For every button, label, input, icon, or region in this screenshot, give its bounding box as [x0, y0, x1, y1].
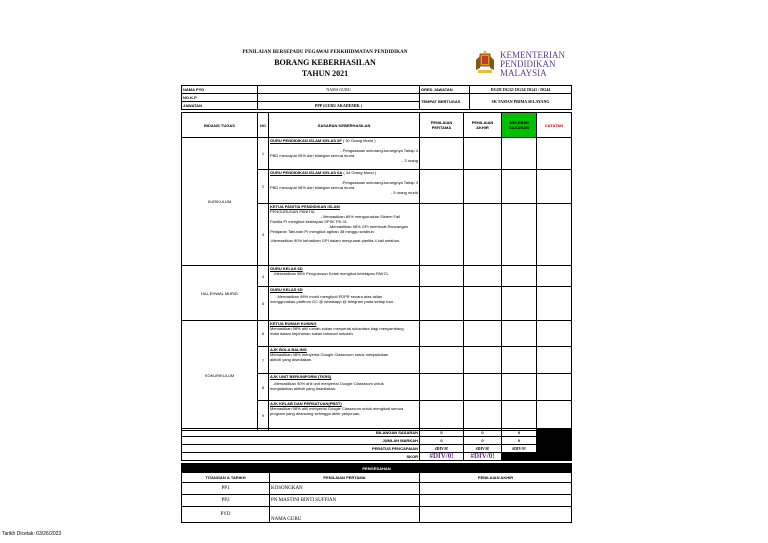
akhir-cell[interactable]: [464, 347, 502, 374]
catatan-cell[interactable]: [537, 401, 572, 431]
akhir-cell[interactable]: [464, 374, 502, 401]
row-line: -Penguasaan sekurang-kurangnya Tahap 3: [341, 180, 418, 185]
row-line: program yang dirancang sehingga akhir penjuruan.: [270, 411, 361, 416]
summary-filler: [537, 429, 572, 461]
akhir-cell[interactable]: [464, 401, 502, 431]
row-no: 3: [258, 204, 269, 266]
pertama-cell[interactable]: [420, 321, 464, 347]
row-line: mata dalam kejohanan sukan tahunan sekolah.: [270, 331, 354, 336]
row-title: GURU PENDIDIKAN ISLAM KELAS 6F: [270, 138, 342, 143]
pp2-value[interactable]: PN MASTINI BINTI SUFFIAN: [270, 495, 420, 507]
pertama-cell[interactable]: [420, 204, 464, 266]
row-no: 9: [258, 401, 269, 431]
peratus-label: PERATUS PENCAPAIAN: [182, 445, 420, 453]
peratus-value: #DIV/0!: [420, 445, 464, 453]
col-no: NO: [258, 113, 269, 138]
akhir-cell[interactable]: [464, 266, 502, 287]
row-line: PENGURUSAN PANITIA: [270, 209, 315, 214]
row-title: AJK BOLA BALING: [270, 347, 307, 352]
skor-value: #DIV/0!: [420, 453, 464, 461]
akhir-cell[interactable]: [464, 321, 502, 347]
row-line: - Memastikan 80% menguruskan Sistem Fail: [320, 214, 400, 219]
row-no: 8: [258, 374, 269, 401]
row-target: [269, 401, 420, 431]
catatan-cell[interactable]: [537, 321, 572, 347]
row-title: KETUA PANITIA PENDIDIKAN ISLAM: [270, 204, 340, 209]
row-target: [269, 204, 420, 266]
row-no: 2: [258, 170, 269, 204]
row-line: - Penguasaan sekurang-kurangnya Tahap 4: [340, 148, 418, 153]
akhir-cell[interactable]: [464, 204, 502, 266]
pertama-cell[interactable]: [420, 347, 464, 374]
pyd-value[interactable]: NAMA GURU: [270, 507, 420, 523]
row-target: [269, 138, 420, 170]
bidang-koko: KOKURIKULUM: [182, 321, 258, 431]
bidang-hem: HAL EHWAL MURID: [182, 266, 258, 321]
col-melebihi: MELEBIHI SASARAN: [502, 113, 537, 138]
melebihi-cell[interactable]: [502, 347, 537, 374]
melebihi-cell[interactable]: [502, 287, 537, 321]
bilangan-label: BILANGAN SASARAN: [182, 429, 420, 437]
row-title: AJK KELAB DAN PERSATUAN(PBST): [270, 401, 342, 406]
row-line: aktiviti yang disediakan.: [270, 357, 313, 362]
pertama-cell[interactable]: [420, 266, 464, 287]
row-target: [269, 374, 420, 401]
table-row: [182, 266, 572, 287]
row-title: GURU KELAS 6D: [270, 287, 303, 292]
nokp-value[interactable]: [258, 94, 420, 102]
melebihi-cell[interactable]: [502, 170, 537, 204]
pengesahan-title: PENGESAHAN: [182, 464, 572, 473]
row-line: Memastikan 98% ahli menyertai Google Classroom untuk mengikuti semua: [270, 406, 404, 411]
bilangan-value: 0: [420, 429, 464, 437]
row-line: -Memastikan 90% ahli unit menyertai Google Classroom untuk: [273, 381, 384, 386]
info-table: [181, 85, 572, 110]
pertama-cell[interactable]: [420, 374, 464, 401]
melebihi-cell[interactable]: [502, 204, 537, 266]
target-table: [181, 112, 572, 431]
catatan-cell[interactable]: [537, 204, 572, 266]
catatan-cell[interactable]: [537, 287, 572, 321]
role-pp1: PP1: [182, 483, 270, 495]
row-line: - Memastikan 98% murid mengikuti PDPR secara atas talian: [275, 294, 383, 299]
jumlah-label: JUMLAH MARKAH: [182, 437, 420, 445]
catatan-cell[interactable]: [537, 138, 572, 170]
print-date: Tarikh Dicetak: 03/26/2023: [2, 531, 62, 537]
row-target: [269, 266, 420, 287]
catatan-cell[interactable]: [537, 266, 572, 287]
tempat-value[interactable]: SK TAMAN PRIMA SELAYANG: [470, 94, 572, 110]
form-title: BORANG KEBERHASILAN: [274, 58, 376, 67]
col-sasaran: SASARAN KEBERHASILAN: [269, 113, 420, 138]
row-title-note: ( 30 Orang Murid ): [341, 138, 376, 143]
melebihi-cell[interactable]: [502, 138, 537, 170]
nama-label: NAMA PYD: [182, 86, 258, 94]
peratus-value: #DIV/0!: [464, 445, 502, 453]
akhir-cell[interactable]: [464, 287, 502, 321]
row-line: Panitia PI mengikut ketetapan SPSK PK.01.: [270, 219, 349, 224]
pp1-value[interactable]: KOSONGKAN: [270, 483, 420, 495]
row-title: GURU PENDIDIKAN ISLAM KELAS 6A: [270, 170, 343, 175]
bidang-kurikulum: KURIKULUM: [182, 138, 258, 266]
gred-value[interactable]: DG29/ DG32/ DG34/ DG41 / DG44: [470, 86, 572, 94]
row-target: [269, 321, 420, 347]
row-no: 5: [258, 287, 269, 321]
pertama-cell[interactable]: [420, 287, 464, 321]
pp1-akhir[interactable]: [420, 483, 572, 495]
col-pertama: PENILAIAN PERTAMA: [420, 113, 464, 138]
pengesahan-col-akhir: PENILAIAN AKHIR: [420, 473, 572, 483]
jawatan-label: JAWATAN: [182, 102, 258, 110]
col-catatan: CATATAN: [537, 113, 572, 138]
row-title-note: ( 34 Orang Murid ): [342, 170, 377, 175]
pp2-akhir[interactable]: [420, 495, 572, 507]
ministry-logo: [468, 48, 578, 80]
pertama-cell[interactable]: [420, 401, 464, 431]
row-line: -Memastikan 98% GPI membuat Rancangan: [328, 224, 408, 229]
row-no: 4: [258, 266, 269, 287]
form-header-line1: PENILAIAN BERSEPADU PEGAWAI PERKHIDMATAN PENDIDIKAN: [242, 50, 408, 55]
catatan-cell[interactable]: [537, 170, 572, 204]
row-target: [269, 170, 420, 204]
logo-text-3: MALAYSIA: [500, 68, 547, 78]
summary-table: [181, 428, 572, 461]
peratus-value: #DIV/0!: [502, 445, 537, 453]
nokp-label: NO.K.P: [182, 94, 258, 102]
form-year: TAHUN 2021: [301, 69, 349, 78]
table-row: [182, 321, 572, 347]
row-title: GURU KELAS 6D: [270, 266, 303, 271]
table-row: [182, 138, 572, 170]
pengesahan-col-pertama: PENILAIAN PERTAMA: [270, 473, 420, 483]
skor-filler: [502, 453, 537, 461]
role-pp2: PP2: [182, 495, 270, 507]
akhir-cell[interactable]: [464, 138, 502, 170]
bilangan-value: 0: [464, 429, 502, 437]
melebihi-cell[interactable]: [502, 266, 537, 287]
melebihi-cell[interactable]: [502, 321, 537, 347]
melebihi-cell[interactable]: [502, 401, 537, 431]
row-no: 6: [258, 321, 269, 347]
col-bidang: BIDANG TUGAS: [182, 113, 258, 138]
gred-label: GRED JAWATAN: [420, 86, 470, 94]
row-line: - 5 orang murid: [390, 190, 418, 195]
tempat-label: TEMPAT BERTUGAS: [420, 94, 470, 110]
row-title: AJK UNIT BERUNIFORM (TKRS): [270, 374, 332, 379]
pyd-akhir[interactable]: [420, 507, 572, 523]
role-pyd: PYD: [182, 507, 270, 523]
skor-label: SKOR: [182, 453, 420, 461]
crest-icon: [474, 50, 496, 76]
catatan-cell[interactable]: [537, 374, 572, 401]
row-line: Pelajaran Tahunan PI mengikut agihan 38 minggu setahun.: [270, 229, 375, 234]
row-target: [269, 347, 420, 374]
pertama-cell[interactable]: [420, 170, 464, 204]
row-title: KETUA RUMAH KUNING: [270, 321, 317, 326]
row-line: menggunakan platfrom GC @ whatsapp @ telegram pada setiap hari.: [270, 299, 394, 304]
row-line: -Memastikan 98% Pengurusan Kelas mengikut ketetapan PAK21.: [273, 271, 390, 276]
row-line: PBD mencapai 95% dari bilangan semua murid.: [270, 153, 356, 158]
melebihi-cell[interactable]: [502, 374, 537, 401]
pengesahan-table: [181, 463, 572, 523]
nama-value[interactable]: NAMA GURU: [258, 86, 420, 94]
pertama-cell[interactable]: [420, 138, 464, 170]
skor-value: #DIV/0!: [464, 453, 502, 461]
row-line: -Memastikan 90% kehadiran GPI dalam mesyuarat panitia 4 kali setahun.: [270, 238, 401, 243]
row-line: PBD mencapai 98% dari bilangan semua murid.: [270, 185, 356, 190]
logo-text-2: PENDIDIKAN: [500, 59, 556, 69]
logo-text-1: KEMENTERIAN: [500, 50, 565, 60]
catatan-cell[interactable]: [537, 347, 572, 374]
col-akhir: PENILAIAN AKHIR: [464, 113, 502, 138]
akhir-cell[interactable]: [464, 170, 502, 204]
bilangan-value: 0: [502, 429, 537, 437]
jumlah-value: 0: [420, 437, 464, 445]
pengesahan-col-ttd: TITANGAN & TARIKH: [182, 473, 270, 483]
row-line: menjalankan aktiviti yang disediakan.: [270, 386, 337, 391]
row-target: [269, 287, 420, 321]
row-line: - 3 orang: [401, 158, 418, 163]
row-no: 7: [258, 347, 269, 374]
jumlah-value: 0: [502, 437, 537, 445]
row-no: 1: [258, 138, 269, 170]
row-line: Memastikan 98% ahli rumah sukan menyertai sukantara bagi menyambang: [270, 326, 404, 331]
jawatan-value[interactable]: PPP (GURU AKADEMIK ): [258, 102, 420, 110]
row-line: Memastikan 98% menyertai Google Classroom untuk menjalankan: [270, 352, 389, 357]
jumlah-value: 0: [464, 437, 502, 445]
